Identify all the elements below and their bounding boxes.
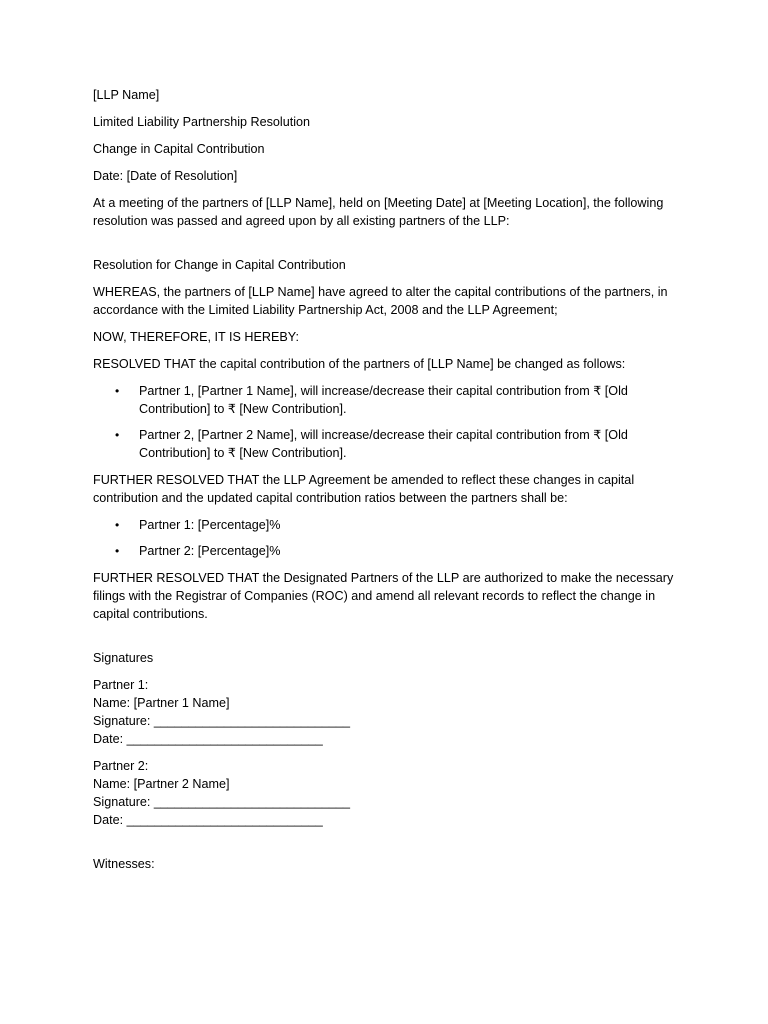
list-item-text: Partner 1: [Percentage]% bbox=[139, 518, 281, 532]
ratios-list bbox=[93, 516, 683, 560]
bullet-icon: • bbox=[115, 544, 120, 558]
intro-paragraph: At a meeting of the partners of [LLP Name], held on [Meeting Date] at [Meeting Location], the following resolution was passed and agreed upon by all existing partners of the LLP: bbox=[93, 196, 664, 228]
document-page bbox=[93, 86, 683, 882]
signatures-heading: Signatures bbox=[93, 651, 154, 665]
partner-1-signature-line: Signature: ____________________________ bbox=[93, 714, 351, 728]
list-item-text: Partner 2, [Partner 2 Name], will increase/decrease their capital contribution from ₹ [Old Contribution] to ₹ [New Contribution]. bbox=[139, 428, 628, 460]
document-type: Limited Liability Partnership Resolution bbox=[93, 115, 311, 129]
list-item bbox=[93, 382, 683, 418]
further-resolved-paragraph-2: FURTHER RESOLVED THAT the Designated Partners of the LLP are authorized to make the necessary filings with the Registrar of Companies (ROC) and amend all relevant records to reflect the change in capital contributions. bbox=[93, 571, 674, 621]
partner-2-label: Partner 2: bbox=[93, 759, 149, 773]
partner-2-signature-line: Signature: ____________________________ bbox=[93, 795, 351, 809]
partner-1-label: Partner 1: bbox=[93, 678, 149, 692]
list-item-text: Partner 2: [Percentage]% bbox=[139, 544, 281, 558]
resolved-paragraph: RESOLVED THAT the capital contribution of the partners of [LLP Name] be changed as follows: bbox=[93, 357, 626, 371]
list-item bbox=[93, 542, 683, 560]
section-heading: Resolution for Change in Capital Contribution bbox=[93, 258, 346, 272]
llp-name: [LLP Name] bbox=[93, 88, 160, 102]
resolution-date: Date: [Date of Resolution] bbox=[93, 169, 238, 183]
witnesses-heading: Witnesses: bbox=[93, 857, 155, 871]
partner-2-date-line: Date: ____________________________ bbox=[93, 813, 323, 827]
further-resolved-paragraph-1: FURTHER RESOLVED THAT the LLP Agreement be amended to reflect these changes in capital contribution and the updated capital contribution ratios between the partners shall be: bbox=[93, 473, 635, 505]
bullet-icon: • bbox=[115, 518, 120, 532]
bullet-icon: • bbox=[115, 384, 120, 398]
document-subject: Change in Capital Contribution bbox=[93, 142, 265, 156]
partner-2-name: Name: [Partner 2 Name] bbox=[93, 777, 230, 791]
whereas-paragraph: WHEREAS, the partners of [LLP Name] have agreed to alter the capital contributions of the partners, in accordance with the Limited Liability Partnership Act, 2008 and the LLP Agreement; bbox=[93, 285, 668, 317]
list-item bbox=[93, 426, 683, 462]
bullet-icon: • bbox=[115, 428, 120, 442]
partner-1-name: Name: [Partner 1 Name] bbox=[93, 696, 230, 710]
partner-1-signature-block bbox=[93, 676, 683, 748]
partner-2-signature-block bbox=[93, 757, 683, 829]
list-item bbox=[93, 516, 683, 534]
now-therefore-paragraph: NOW, THEREFORE, IT IS HEREBY: bbox=[93, 330, 299, 344]
partner-1-date-line: Date: ____________________________ bbox=[93, 732, 323, 746]
list-item-text: Partner 1, [Partner 1 Name], will increase/decrease their capital contribution from ₹ [Old Contribution] to ₹ [New Contribution]. bbox=[139, 384, 628, 416]
contribution-changes-list bbox=[93, 382, 683, 462]
